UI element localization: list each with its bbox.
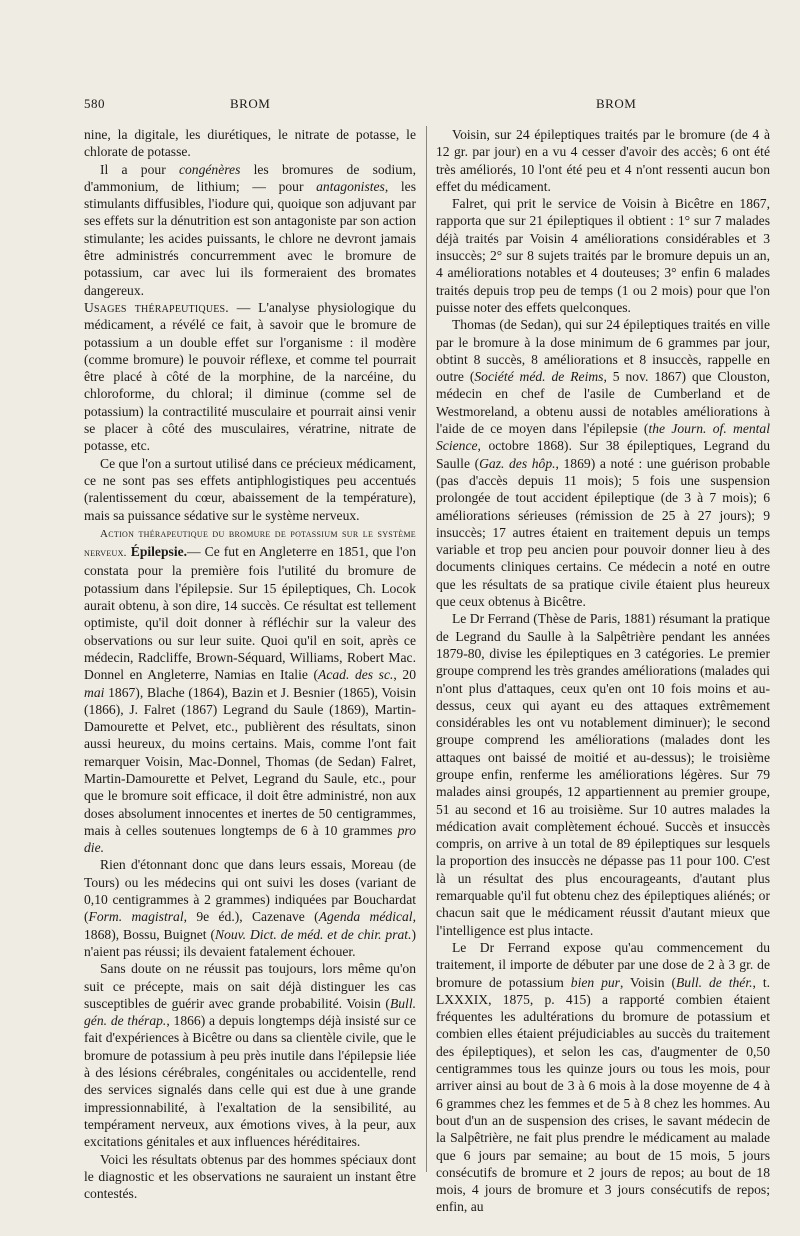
citation: Acad. des sc. <box>318 667 394 683</box>
citation: Bull. de thér. <box>676 974 753 990</box>
text-run: , 1868), Bossu, Buignet ( <box>84 909 416 942</box>
text-run: Sans doute on ne réussit pas toujours, lors même qu'on suit ce précepte, mais on sait déjà distinguer les cas susceptibles de guérir avec grande probabilité. Voisin ( <box>84 961 416 1011</box>
paragraph: Voisin, sur 24 épileptiques traités par le bromure (de 4 à 12 gr. par jour) en a vu 4 cesser d'avoir des accès; 6 ont été très améliorés, 10 l'ont été peu et 4 n'ont ressenti aucun bon effet du médicament. <box>436 127 770 194</box>
section-heading: Action thérapeutique du bromure de potassium sur le système nerveux. <box>84 527 416 560</box>
text-run: , t. LXXXIX, 1875, p. 415) a rapporté combien étaient fréquentes les adultérations du bromure de potassium et combien elles étaient préjudiciables au succès du traitement des épileptiques), et selon les cas, d'augmenter de 0,50 centigrammes tous les quinze jours ou tous les mois, pour arriver ainsi au bout de 3 à 6 mois à la dose moyenne de 4 à 6 grammes chez les femmes et de 5 à 8 chez les hommes. Au bout d'un an de suspension des crises, le savant médecin de la Salpêtrière, ne fait plus prendre le médicament au malade que 6 jours par semaine; au bout de 15 mois, 5 jours consécutifs de bromure et 2 jours de repos; au bout de 18 mois, 4 jours de bromure et 3 jours consécutifs de repos; enfin, au <box>436 974 771 1215</box>
text-run: 1867), Blache (1864), Bazin et J. Besnier (1865), Voisin (1866), J. Falret (1867) Legrand du Saule (1869), Martin-Damourette et Pelvet, etc., publièrent des résultats, sinon aussi heureux, du moins certains. Mais, comme l'ont fait remarquer Voisin, Mac-Donnel, Thomas (de Sedan) Falret, Martin-Damourette et Pelvet, Legrand du Saule, etc., pour que le bromure soit efficace, il doit être administré, non aux doses absolument innocentes et inertes de 50 centigrammes, mais à celles soutenues longtemps de 6 à 10 grammes <box>84 684 416 838</box>
text-run: , 20 <box>393 667 416 683</box>
italic-term: antagonistes <box>316 178 385 194</box>
paragraph <box>84 960 416 1150</box>
text-run: , octobre 1868). Sur 38 épileptiques, Legrand du Saulle ( <box>436 438 770 471</box>
paragraph: Ce que l'on a surtout utilisé dans ce précieux médicament, ce ne sont pas ses effets antiphlogistiques peu accentués (ralentissement du cœur, abaissement de la température), mais sa puissance sédative sur le système nerveux. <box>84 455 416 523</box>
citation: Nouv. Dict. de méd. et de chir. prat. <box>215 926 412 942</box>
paragraph: Le Dr Ferrand (Thèse de Paris, 1881) résumant la pratique de Legrand du Saulle à la Salpêtrière pendant les années 1879-80, divise les épileptiques en 3 catégories. Le premier groupe comprend les très grandes améliorations (malades qui n'ont plus d'attaques, ceux qu'en ont 10 fois moins et au-dessus, ceux qui ayant eu des attaques extrêmement considérables les ont vu notablement diminuer); le second groupe comprend les améliorations (malades dont les attaques ont baissé de moitié et au-dessus); le troisième groupe enfin, renferme les améliorations légères. Sur 79 malades ainsi groupés, 12 appartiennent au premier groupe, 51 au second et 16 au troisième. Sur 10 autres malades la médication avait complètement échoué. Succès et insuccès compris, on arrive à un total de 89 épileptiques sur lesquels la proportion des insuccès ne dépasse pas 11 pour 100. C'est là un résultat des plus encourageants, d'autant plus remarquable qu'il fut obtenu chez des épileptiques aliénés; or chacun sait que le médicament réussit d'autant mieux que l'intelligence est plus intacte. <box>436 611 770 938</box>
text-run: , 5 nov. 1867) que Clouston, médecin en chef de l'asile de Cumberland et de Westmoreland, a obtenu aussi de notables améliorations à l'aide de ce moyen dans l'épilepsie ( <box>436 369 770 437</box>
citation: Agenda médical <box>318 909 413 925</box>
paragraph <box>84 161 416 299</box>
paragraph: Voici les résultats obtenus par des hommes spéciaux dont le diagnostic et les observations ne sauraient un instant être contestés. <box>84 1151 416 1202</box>
citation: Gaz. des hôp. <box>479 455 556 471</box>
text-run: , 9e éd.), Cazenave ( <box>183 909 319 925</box>
text-run: , les stimulants diffusibles, l'iodure qui, quoique son adjuvant par ses effets sur la dénutrition est son antagoniste par son action stimulante; les acides puissants, le chlore ne devront jamais être administrés concurremment avec le bromure de potassium, car avec lui ils formeraient des bromates dangereux. <box>84 178 416 298</box>
running-header <box>84 96 766 114</box>
paragraph <box>436 939 770 1216</box>
text-run: Le Dr Ferrand expose qu'au commencement du traitement, il importe de débuter par une dose de 2 à 3 gr. de bromure de potassium <box>436 939 770 990</box>
running-title-left: BROM <box>230 96 271 111</box>
text-run: — L'analyse physiologique du médicament, a révélé ce fait, à savoir que le bromure de potassium a un double effet sur l'organisme : il modère (comme bromure) le pouvoir réflexe, et comme tel pourrait être placé à côté de la morphine, de la narcéine, du chloroforme, du chloral; il diminue (comme sel de potassium) la contractilité musculaire et pourrait ainsi venir se placer à côté des musculaires, vératrine, nitrate de potasse, etc. <box>84 299 416 454</box>
text-run: Rien d'étonnant donc que dans leurs essais, Moreau (de Tours) ou les médecins qui ont suivi les doses (variant de 0,10 centigrammes à 2 grammes) indiquées par Bouchardat ( <box>84 857 416 925</box>
paragraph <box>84 299 416 455</box>
text-run: les bromures de sodium, d'ammonium, de lithium; — pour <box>84 161 417 194</box>
subsection-heading: Épilepsie. <box>130 544 188 560</box>
running-title-right: BROM <box>596 96 637 111</box>
citation: Société méd. de Reims <box>474 369 604 385</box>
citation: the Journ. of. mental Science <box>436 421 770 454</box>
paragraph: Falret, qui prit le service de Voisin à Bicêtre en 1867, rapporta que sur 21 épileptiques il obtient : 1° sur 7 malades déjà traités par Voisin 4 améliorations considérables et 3 insuccès; 2° sur 8 sujets traités par le bromure depuis un an, 4 améliorations notables et 4 douteuses; 3° enfin 6 malades traités depuis trop peu de temps (1 ou 2 mois) pour que l'on puisse noter des effets quelconques. <box>436 196 770 315</box>
left-column <box>84 126 416 1202</box>
text-run: , 1869) a noté : une guérison probable (pas d'accès depuis 11 mois); 5 fois une suspension prolongée de tout accident épileptique (de 3 à 7 mois); 6 améliorations sérieuses (rémission de 25 à 27 jours); 9 insuccès; 17 autres étaient en traitement depuis un temps variable et trop peu ancien pour pouvoir donner lieu à des documents cliniques certains. Ce médecin a noté en outre que les résultats de sa pratique civile étaient plus heureux que ceux obtenus à Bicêtre. <box>436 455 770 610</box>
citation: mai <box>84 684 105 700</box>
text-run: Il a pour <box>100 161 179 177</box>
text-run: , 1866) a depuis longtemps déjà insisté sur ce fait d'expériences à Bicêtre ou dans sa clientèle civile, que le bromure de potassium à peu près inutile dans l'épilepsie liée à des lésions cérébrales, congénitales ou accidentelle, rend des services signalés dans celle qui est due à une grande impressionnabilité, à l'exaltation de la sensibilité, au tempérament nerveux, aux émotions vives, à la peur, aux excitations génitales et aux influences héréditaires. <box>84 1013 416 1150</box>
paragraph <box>436 316 770 610</box>
italic-term: bien pur <box>570 974 620 990</box>
text-run: — Ce fut en Angleterre en 1851, que l'on constata pour la première fois l'utilité du bromure de potassium dans l'épilepsie. Sur 15 épileptiques, Ch. Locok aurait obtenu, à son dire, 14 succès. Ce résultat est tellement optimiste, qu'il doit donner à réfléchir sur la valeur des observations ou sur leur suite. Quoi qu'il en soit, après ce médecin, Radcliffe, Brown-Séquard, Williams, Robert Mac. Donnel en Angleterre, Namias en Italie ( <box>84 544 416 683</box>
italic-term: pro die. <box>84 822 416 856</box>
section-heading: Usages thérapeutiques. <box>84 299 229 315</box>
text-run: , Voisin ( <box>619 974 676 990</box>
citation: Bull. gén. de thérap. <box>84 995 416 1029</box>
page-number: 580 <box>84 96 105 111</box>
citation: Form. magistral <box>88 909 184 925</box>
column-divider <box>426 126 427 1172</box>
right-column <box>436 126 770 1216</box>
paragraph <box>84 856 416 960</box>
text-run: ) n'aient pas réussi; ils devaient fatalement échouer. <box>84 926 416 959</box>
text-run: Thomas (de Sedan), qui sur 24 épileptiques traités en ville par le bromure à la dose minimum de 6 grammes par jour, obtint 8 succès, 8 améliorations et 8 insuccès, rappelle en outre ( <box>436 317 770 385</box>
paragraph: nine, la digitale, les diurétiques, le nitrate de potasse, le chlorate de potasse. <box>84 127 416 160</box>
italic-term: congénères <box>178 161 241 177</box>
paragraph <box>84 524 416 857</box>
